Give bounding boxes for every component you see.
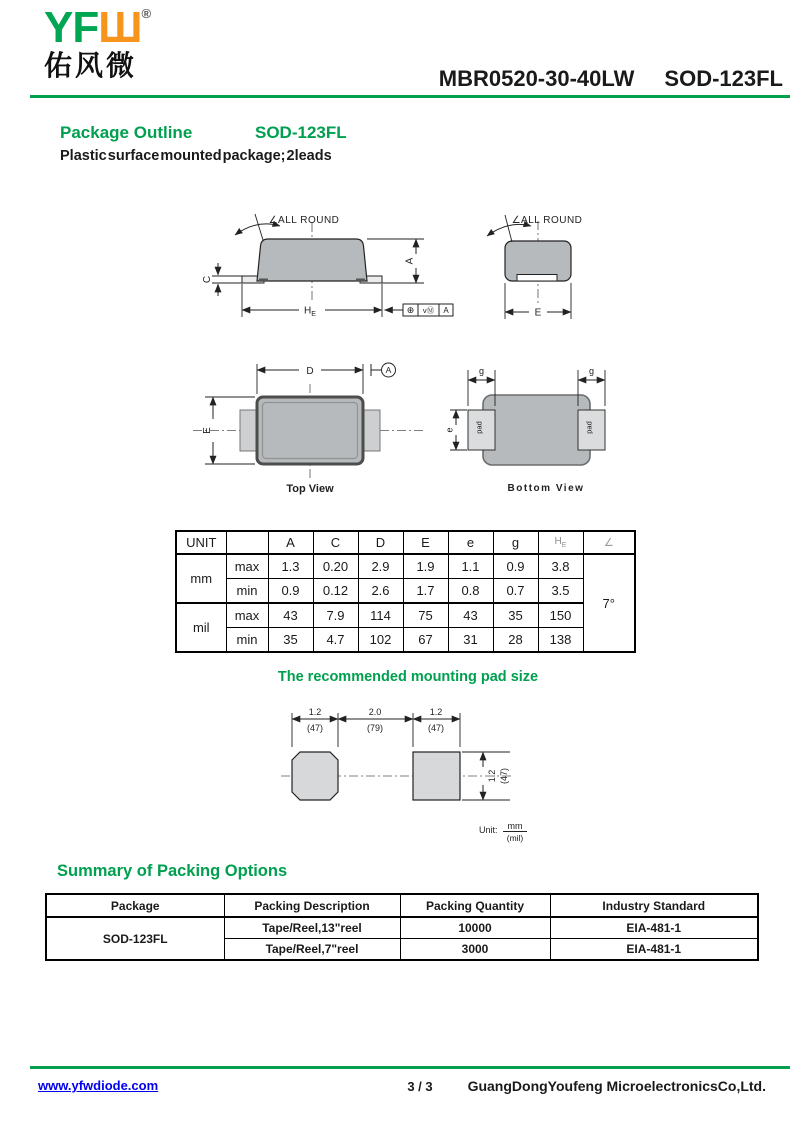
packing-header-package: Package	[46, 894, 224, 917]
blank-header	[226, 531, 268, 554]
cell: 1.3	[268, 554, 313, 579]
unit-mm: mm	[176, 554, 226, 603]
section-heading-package-outline: Package Outline	[60, 123, 193, 142]
page-indicator: 3 / 3	[407, 1079, 433, 1094]
dim-height-mm: 1.2	[487, 769, 497, 783]
cell: 150	[538, 603, 583, 628]
dim-center-mil: (79)	[366, 723, 384, 733]
col-header-c: C	[313, 531, 358, 554]
all-round-label: ∠ALL ROUND	[268, 215, 340, 226]
packing-package: SOD-123FL	[46, 917, 224, 960]
cell: 0.20	[313, 554, 358, 579]
cell: 35	[268, 628, 313, 653]
dim-he-main: H	[304, 305, 312, 317]
dim-center-mm: 2.0	[368, 707, 382, 717]
packing-header-quantity: Packing Quantity	[400, 894, 550, 917]
datum-label: A	[385, 365, 392, 375]
gdt-position-symbol: ⊕	[406, 305, 415, 315]
cell: 138	[538, 628, 583, 653]
cell: 43	[268, 603, 313, 628]
row-label: min	[226, 628, 268, 653]
col-header-he: $H_E$	[538, 531, 583, 554]
packing-description: Tape/Reel,7"reel	[224, 939, 400, 961]
svg-text:HE	[304, 306, 316, 319]
tab-right	[362, 410, 380, 451]
section-package-code: SOD-123FL	[255, 123, 347, 142]
packing-quantity: 10000	[400, 917, 550, 939]
company-logo	[44, 3, 152, 81]
dim-left-mm: 1.2	[308, 707, 322, 717]
cell: 28	[493, 628, 538, 653]
part-number: MBR0520-30-40LW	[438, 66, 635, 91]
cell: 2.6	[358, 579, 403, 604]
gdt-tolerance: vⓂ	[422, 306, 435, 315]
package-body	[483, 395, 590, 465]
cell: 31	[448, 628, 493, 653]
top-view-diagram	[185, 358, 440, 500]
body-foot-left	[259, 279, 268, 282]
packing-header-standard: Industry Standard	[550, 894, 758, 917]
mounting-pad-left	[292, 752, 338, 800]
package-body	[257, 397, 363, 464]
row-label: max	[226, 554, 268, 579]
tab-left	[240, 410, 258, 451]
dimension-table	[175, 530, 636, 653]
cell: 1.1	[448, 554, 493, 579]
package-code: SOD-123FL	[664, 66, 783, 91]
cell: 0.7	[493, 579, 538, 604]
cell: 7.9	[313, 603, 358, 628]
cell: 102	[358, 628, 403, 653]
dimension-c	[202, 263, 242, 296]
packing-heading: Summary of Packing Options	[57, 862, 288, 880]
package-body	[257, 239, 367, 281]
dim-g-left-label: g	[478, 366, 485, 376]
all-round-callout	[235, 214, 339, 240]
dim-c-label: C	[202, 275, 213, 284]
pad-left-label: pad	[474, 421, 484, 434]
row-label: min	[226, 579, 268, 604]
packing-header-description: Packing Description	[224, 894, 400, 917]
packing-table	[45, 893, 759, 961]
all-round-label: ∠ALL ROUND	[511, 215, 583, 226]
cell: 35	[493, 603, 538, 628]
end-view-diagram	[465, 205, 640, 350]
dim-g-right-label: g	[588, 366, 595, 376]
unit-header: UNIT	[176, 531, 226, 554]
cell: 0.12	[313, 579, 358, 604]
angle-value: 7°	[583, 554, 635, 652]
dim-e-label: E	[534, 307, 542, 319]
dimension-e	[445, 410, 468, 450]
logo-cjk: 佑风微	[44, 50, 138, 81]
dim-left-mil: (47)	[306, 723, 324, 733]
cell: 2.9	[358, 554, 403, 579]
body-foot-right	[356, 279, 365, 282]
datum-a	[371, 363, 396, 377]
dim-right-mm: 1.2	[429, 707, 443, 717]
lead-slot	[517, 275, 557, 282]
col-header-a: A	[268, 531, 313, 554]
top-view-caption: Top View	[286, 483, 334, 495]
col-header-e: E	[403, 531, 448, 554]
cell: 67	[403, 628, 448, 653]
dim-e-label: e	[444, 427, 455, 433]
footer-rule	[30, 1066, 790, 1069]
unit-note	[479, 821, 527, 843]
col-header-g: g	[493, 531, 538, 554]
packing-standard: EIA-481-1	[550, 939, 758, 961]
dim-a-label: A	[404, 257, 416, 265]
dim-right-mil: (47)	[427, 723, 445, 733]
cell: 114	[358, 603, 403, 628]
logo-latin-orange: Ш	[98, 3, 142, 52]
dimension-chain-top	[292, 707, 460, 747]
mounting-pad-heading: The recommended mounting pad size	[277, 669, 539, 685]
website-link[interactable]: www.yfwdiode.com	[38, 1078, 159, 1093]
dim-he-sub: E	[311, 311, 316, 318]
mounting-pad-diagram	[275, 703, 565, 855]
package-subtitle: Plastic surface mounted package; 2leads	[60, 148, 332, 164]
logo-latin-green: YF	[44, 3, 99, 52]
cell: 43	[448, 603, 493, 628]
cell: 3.5	[538, 579, 583, 604]
cell: 0.9	[493, 554, 538, 579]
gdt-datum-ref: A	[443, 306, 449, 315]
all-round-callout	[487, 215, 582, 242]
packing-description: Tape/Reel,13"reel	[224, 917, 400, 939]
cell: 0.8	[448, 579, 493, 604]
packing-standard: EIA-481-1	[550, 917, 758, 939]
col-header-e2: e	[448, 531, 493, 554]
header-rule	[30, 95, 790, 98]
cell: 1.9	[403, 554, 448, 579]
col-header-angle: ∠	[583, 531, 635, 554]
document-title	[439, 66, 783, 92]
registered-mark: ®	[141, 6, 152, 21]
cell: 3.8	[538, 554, 583, 579]
side-view-diagram	[200, 205, 460, 337]
cell: 4.7	[313, 628, 358, 653]
unit-mil: mil	[176, 603, 226, 652]
unit-numerator: mm	[507, 821, 523, 831]
cell: 75	[403, 603, 448, 628]
dimension-he	[242, 284, 382, 318]
packing-quantity: 3000	[400, 939, 550, 961]
pad-right-label: pad	[584, 421, 594, 434]
dim-d-label: D	[306, 366, 314, 377]
unit-denominator: (mil)	[506, 833, 524, 843]
row-label: max	[226, 603, 268, 628]
gdt-frame	[385, 304, 454, 316]
dim-e-label: E	[202, 427, 213, 434]
cell: 0.9	[268, 579, 313, 604]
dim-height-mil: (47)	[499, 767, 509, 785]
company-name: GuangDongYoufeng MicroelectronicsCo,Ltd.	[467, 1078, 766, 1094]
col-header-d: D	[358, 531, 403, 554]
unit-label: Unit:	[479, 825, 498, 835]
mounting-pad-right	[413, 752, 460, 800]
bottom-view-diagram	[443, 358, 663, 500]
bottom-view-caption: Bottom View	[507, 483, 585, 494]
cell: 1.7	[403, 579, 448, 604]
